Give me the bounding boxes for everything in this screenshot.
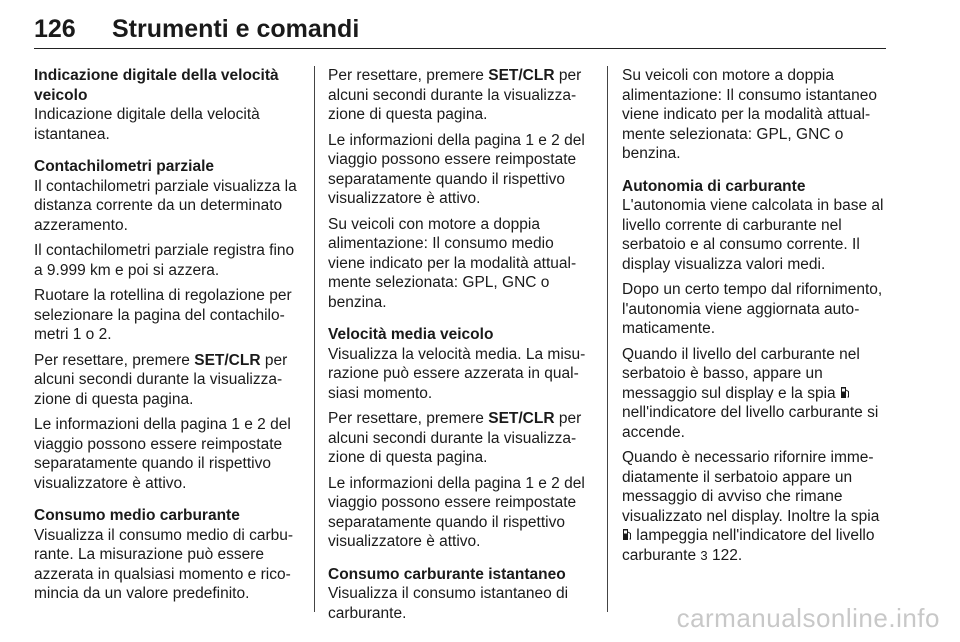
paragraph: Su veicoli con motore a doppia alimentazione: Il consumo medio viene indicato per la modalità attualmente selezionata: GPL, GNC o benzina.: [328, 215, 577, 311]
button-name: SET/CLR: [194, 351, 261, 369]
paragraph: [328, 66, 594, 125]
paragraph: Dopo un certo tempo dal rifornimento, l'autonomia viene aggiornata automaticamente.: [622, 281, 883, 337]
paragraph: Le informazioni della pagina 1 e 2 del viaggio possono essere reimpostate separatamente quando il rispettivo visualizzatore è attivo.: [328, 131, 585, 207]
paragraph: [622, 448, 890, 565]
section-title: Autonomia di carburante: [622, 177, 806, 195]
page-reference: 122.: [707, 546, 743, 564]
paragraph: Il contachilometri parziale registra fino a 9.999 km e poi si azzera.: [34, 242, 295, 279]
paragraph: Le informazioni della pagina 1 e 2 del viaggio possono essere reimpostate separatamente quando il rispettivo visualizzatore è attivo.: [34, 416, 291, 492]
text: per alcuni secondi durante la visualizzazione di questa pagina.: [328, 410, 582, 466]
paragraph: Il contachilometri parziale visualizza la distanza corrente da un determinato azzeramento.: [34, 177, 297, 234]
paragraph: Visualizza il consumo medio di carburante. La misurazione può essere azzerata in qualsiasi momento e ricomincia da un valore predefinito.: [34, 526, 294, 602]
paragraph: Indicazione digitale della velocità istantanea.: [34, 106, 260, 143]
text: Quando il livello del carburante nel serbatoio è basso, appare un messaggio sul display e la spia: [622, 345, 860, 402]
text: nell'indicatore del livello carburante si accende.: [622, 404, 879, 441]
text: Quando è necessario rifornire immediatamente il serbatoio appare un messaggio di avviso che rimane visualizzato nel display. Inoltre la spia: [622, 449, 880, 525]
section-title: Velocità media veicolo: [328, 326, 494, 343]
fuel-pump-icon: [622, 528, 632, 541]
button-name: SET/CLR: [488, 410, 555, 427]
page-number: 126: [34, 15, 76, 43]
text: per alcuni secondi durante la visualizzazione di questa pagina.: [328, 67, 582, 123]
section-trip-odometer: [34, 157, 300, 493]
page-title: Strumenti e comandi: [112, 15, 360, 43]
paragraph: [328, 409, 594, 468]
watermark: carmanualsonline.info: [676, 603, 940, 633]
column-divider-2: [607, 66, 608, 612]
text: Per resettare, premere: [34, 351, 195, 369]
column-1: [34, 66, 300, 617]
paragraph: Visualizza la velocità media. La misurazione può essere azzerata in qualsiasi momento.: [328, 345, 586, 402]
text: per alcuni secondi durante la visualizzazione di questa pagina.: [34, 351, 288, 408]
paragraph: [34, 351, 300, 410]
section-digital-speed: [34, 66, 300, 144]
paragraph: Su veicoli con motore a doppia alimentazione: Il consumo istantaneo viene indicato per la modalità attualmente selezionata: GPL, GNC o benzina.: [622, 67, 878, 162]
fuel-pump-icon: [840, 386, 850, 399]
text: Per resettare, premere: [328, 410, 489, 427]
section-title: Indicazione digitale della velocità veicolo: [34, 67, 279, 104]
page-header: [34, 8, 886, 49]
section-title: Contachilometri parziale: [34, 158, 215, 175]
paragraph: [622, 345, 890, 443]
paragraph: L'autonomia viene calcolata in base al livello corrente di carburante nel serbatoio e al consumo corrente. Il display visualizza valori medi.: [622, 197, 884, 273]
section-avg-consumption: [34, 506, 300, 604]
section-title: Consumo medio carburante: [34, 507, 240, 524]
column-2: [328, 66, 594, 636]
section-avg-speed: [328, 325, 594, 552]
column-3: [622, 66, 890, 578]
section-fuel-range: [622, 177, 890, 566]
page-reference-icon: 3: [700, 547, 708, 563]
text: Per resettare, premere: [328, 67, 489, 84]
section-continued: [328, 66, 594, 312]
text: lampeggia nell'indicatore del livello carburante: [622, 527, 875, 564]
paragraph: Ruotare la rotellina di regolazione per selezionare la pagina del contachilometri 1 o 2.: [34, 287, 292, 343]
column-divider-1: [314, 66, 315, 612]
paragraph: Visualizza il consumo istantaneo di carburante.: [328, 585, 569, 622]
section-instant-consumption: [328, 565, 594, 624]
section-title: Consumo carburante istantaneo: [328, 565, 566, 583]
button-name: SET/CLR: [488, 67, 555, 84]
section-continued: [622, 66, 890, 164]
paragraph: Le informazioni della pagina 1 e 2 del viaggio possono essere reimpostate separatamente quando il rispettivo visualizzatore è attivo.: [328, 474, 585, 550]
